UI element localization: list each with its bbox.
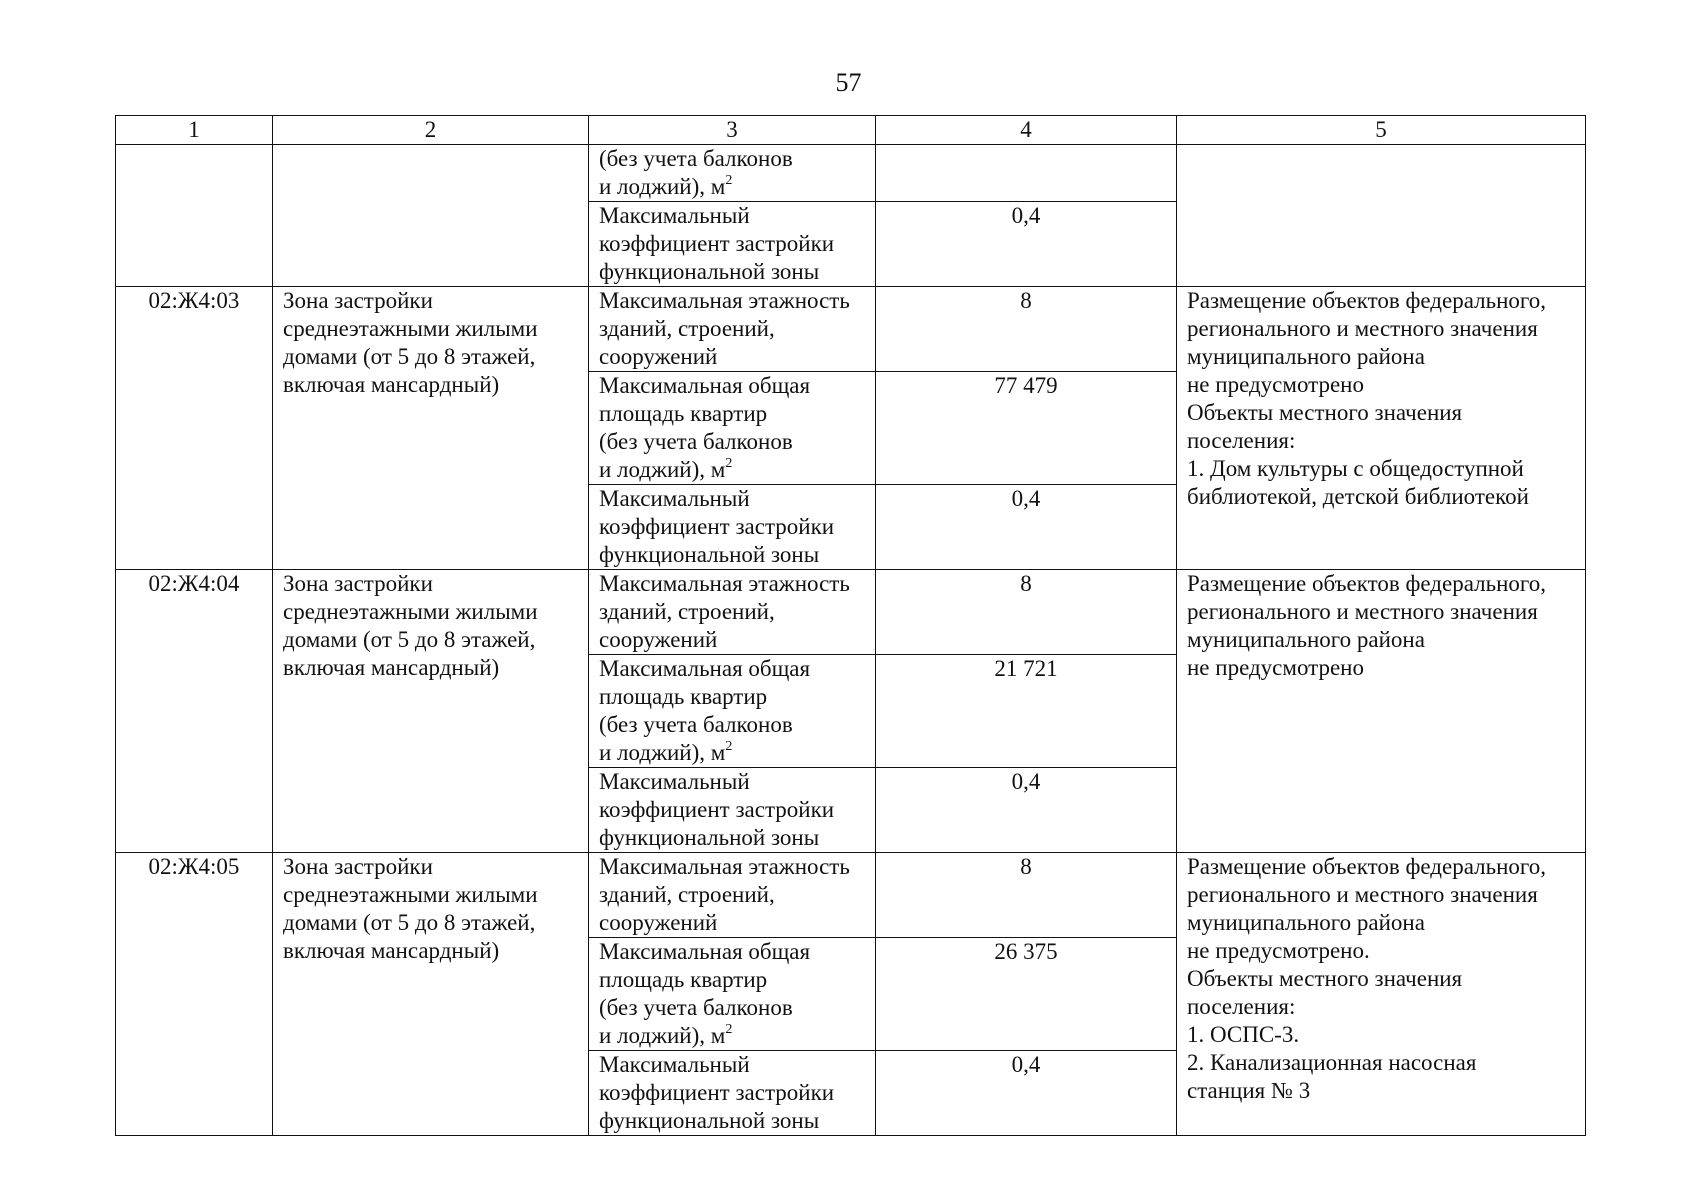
table-row	[116, 287, 1586, 372]
column-number: 3	[589, 116, 876, 145]
parameter-value: 21 721	[876, 655, 1177, 768]
parameter-label: Максимальный коэффициент застройки функциональной зоны	[589, 768, 876, 853]
unit-superscript: 2	[725, 173, 733, 188]
area-label-text: Максимальная общая площадь квартир (без учета балконов и лоджий), м	[599, 373, 811, 482]
zone-name-cell	[273, 145, 589, 287]
parameter-value: 8	[876, 853, 1177, 938]
area-label-text: Максимальная общая площадь квартир (без учета балконов и лоджий), м	[599, 656, 811, 765]
column-number: 2	[273, 116, 589, 145]
parameter-value: 8	[876, 287, 1177, 372]
parameter-value: 0,4	[876, 768, 1177, 853]
unit-superscript: 2	[725, 456, 733, 471]
parameter-value: 0,4	[876, 485, 1177, 570]
parameter-value: 8	[876, 570, 1177, 655]
area-label-text: (без учета балконов и лоджий), м	[599, 146, 793, 199]
table-row	[116, 570, 1586, 655]
zone-name: Зона застройки среднеэтажными жилыми домами (от 5 до 8 этажей, включая мансардный)	[273, 287, 589, 570]
zone-objects: Размещение объектов федерального, регионального и местного значения муниципального района не предусмотрено. Объекты местного значения поселения: 1. ОСПС-3. 2. Канализационная насосная станция № 3	[1177, 853, 1586, 1136]
parameter-label	[589, 372, 876, 485]
unit-superscript: 2	[725, 739, 733, 754]
table-row	[116, 145, 1586, 202]
parameter-label	[589, 938, 876, 1051]
column-number: 5	[1177, 116, 1586, 145]
parameter-value: 26 375	[876, 938, 1177, 1051]
zone-code: 02:Ж4:03	[116, 287, 273, 570]
parameter-value: 77 479	[876, 372, 1177, 485]
parameter-label: Максимальная этажность зданий, строений, сооружений	[589, 287, 876, 372]
column-number: 1	[116, 116, 273, 145]
area-label-text: Максимальная общая площадь квартир (без учета балконов и лоджий), м	[599, 939, 811, 1048]
zone-code-cell	[116, 145, 273, 287]
parameter-label	[589, 145, 876, 202]
parameter-label: Максимальная этажность зданий, строений, сооружений	[589, 570, 876, 655]
parameter-value	[876, 145, 1177, 202]
zone-name: Зона застройки среднеэтажными жилыми домами (от 5 до 8 этажей, включая мансардный)	[273, 570, 589, 853]
parameter-label: Максимальный коэффициент застройки функциональной зоны	[589, 485, 876, 570]
zone-code: 02:Ж4:05	[116, 853, 273, 1136]
zone-name: Зона застройки среднеэтажными жилыми домами (от 5 до 8 этажей, включая мансардный)	[273, 853, 589, 1136]
zone-objects: Размещение объектов федерального, регионального и местного значения муниципального района не предусмотрено	[1177, 570, 1586, 853]
unit-superscript: 2	[725, 1022, 733, 1037]
zone-code: 02:Ж4:04	[116, 570, 273, 853]
objects-cell	[1177, 145, 1586, 287]
zones-table	[115, 115, 1586, 1136]
parameter-value: 0,4	[876, 1051, 1177, 1136]
parameter-label	[589, 655, 876, 768]
table-row	[116, 853, 1586, 938]
parameter-value: 0,4	[876, 202, 1177, 287]
page-number: 57	[835, 68, 862, 97]
parameter-label: Максимальный коэффициент застройки функциональной зоны	[589, 1051, 876, 1136]
column-number: 4	[876, 116, 1177, 145]
parameter-label: Максимальная этажность зданий, строений, сооружений	[589, 853, 876, 938]
zone-objects: Размещение объектов федерального, регионального и местного значения муниципального района не предусмотрено Объекты местного значения поселения: 1. Дом культуры с общедоступной библиотекой, детской библиотекой	[1177, 287, 1586, 570]
column-number-row	[116, 116, 1586, 145]
parameter-label: Максимальный коэффициент застройки функциональной зоны	[589, 202, 876, 287]
